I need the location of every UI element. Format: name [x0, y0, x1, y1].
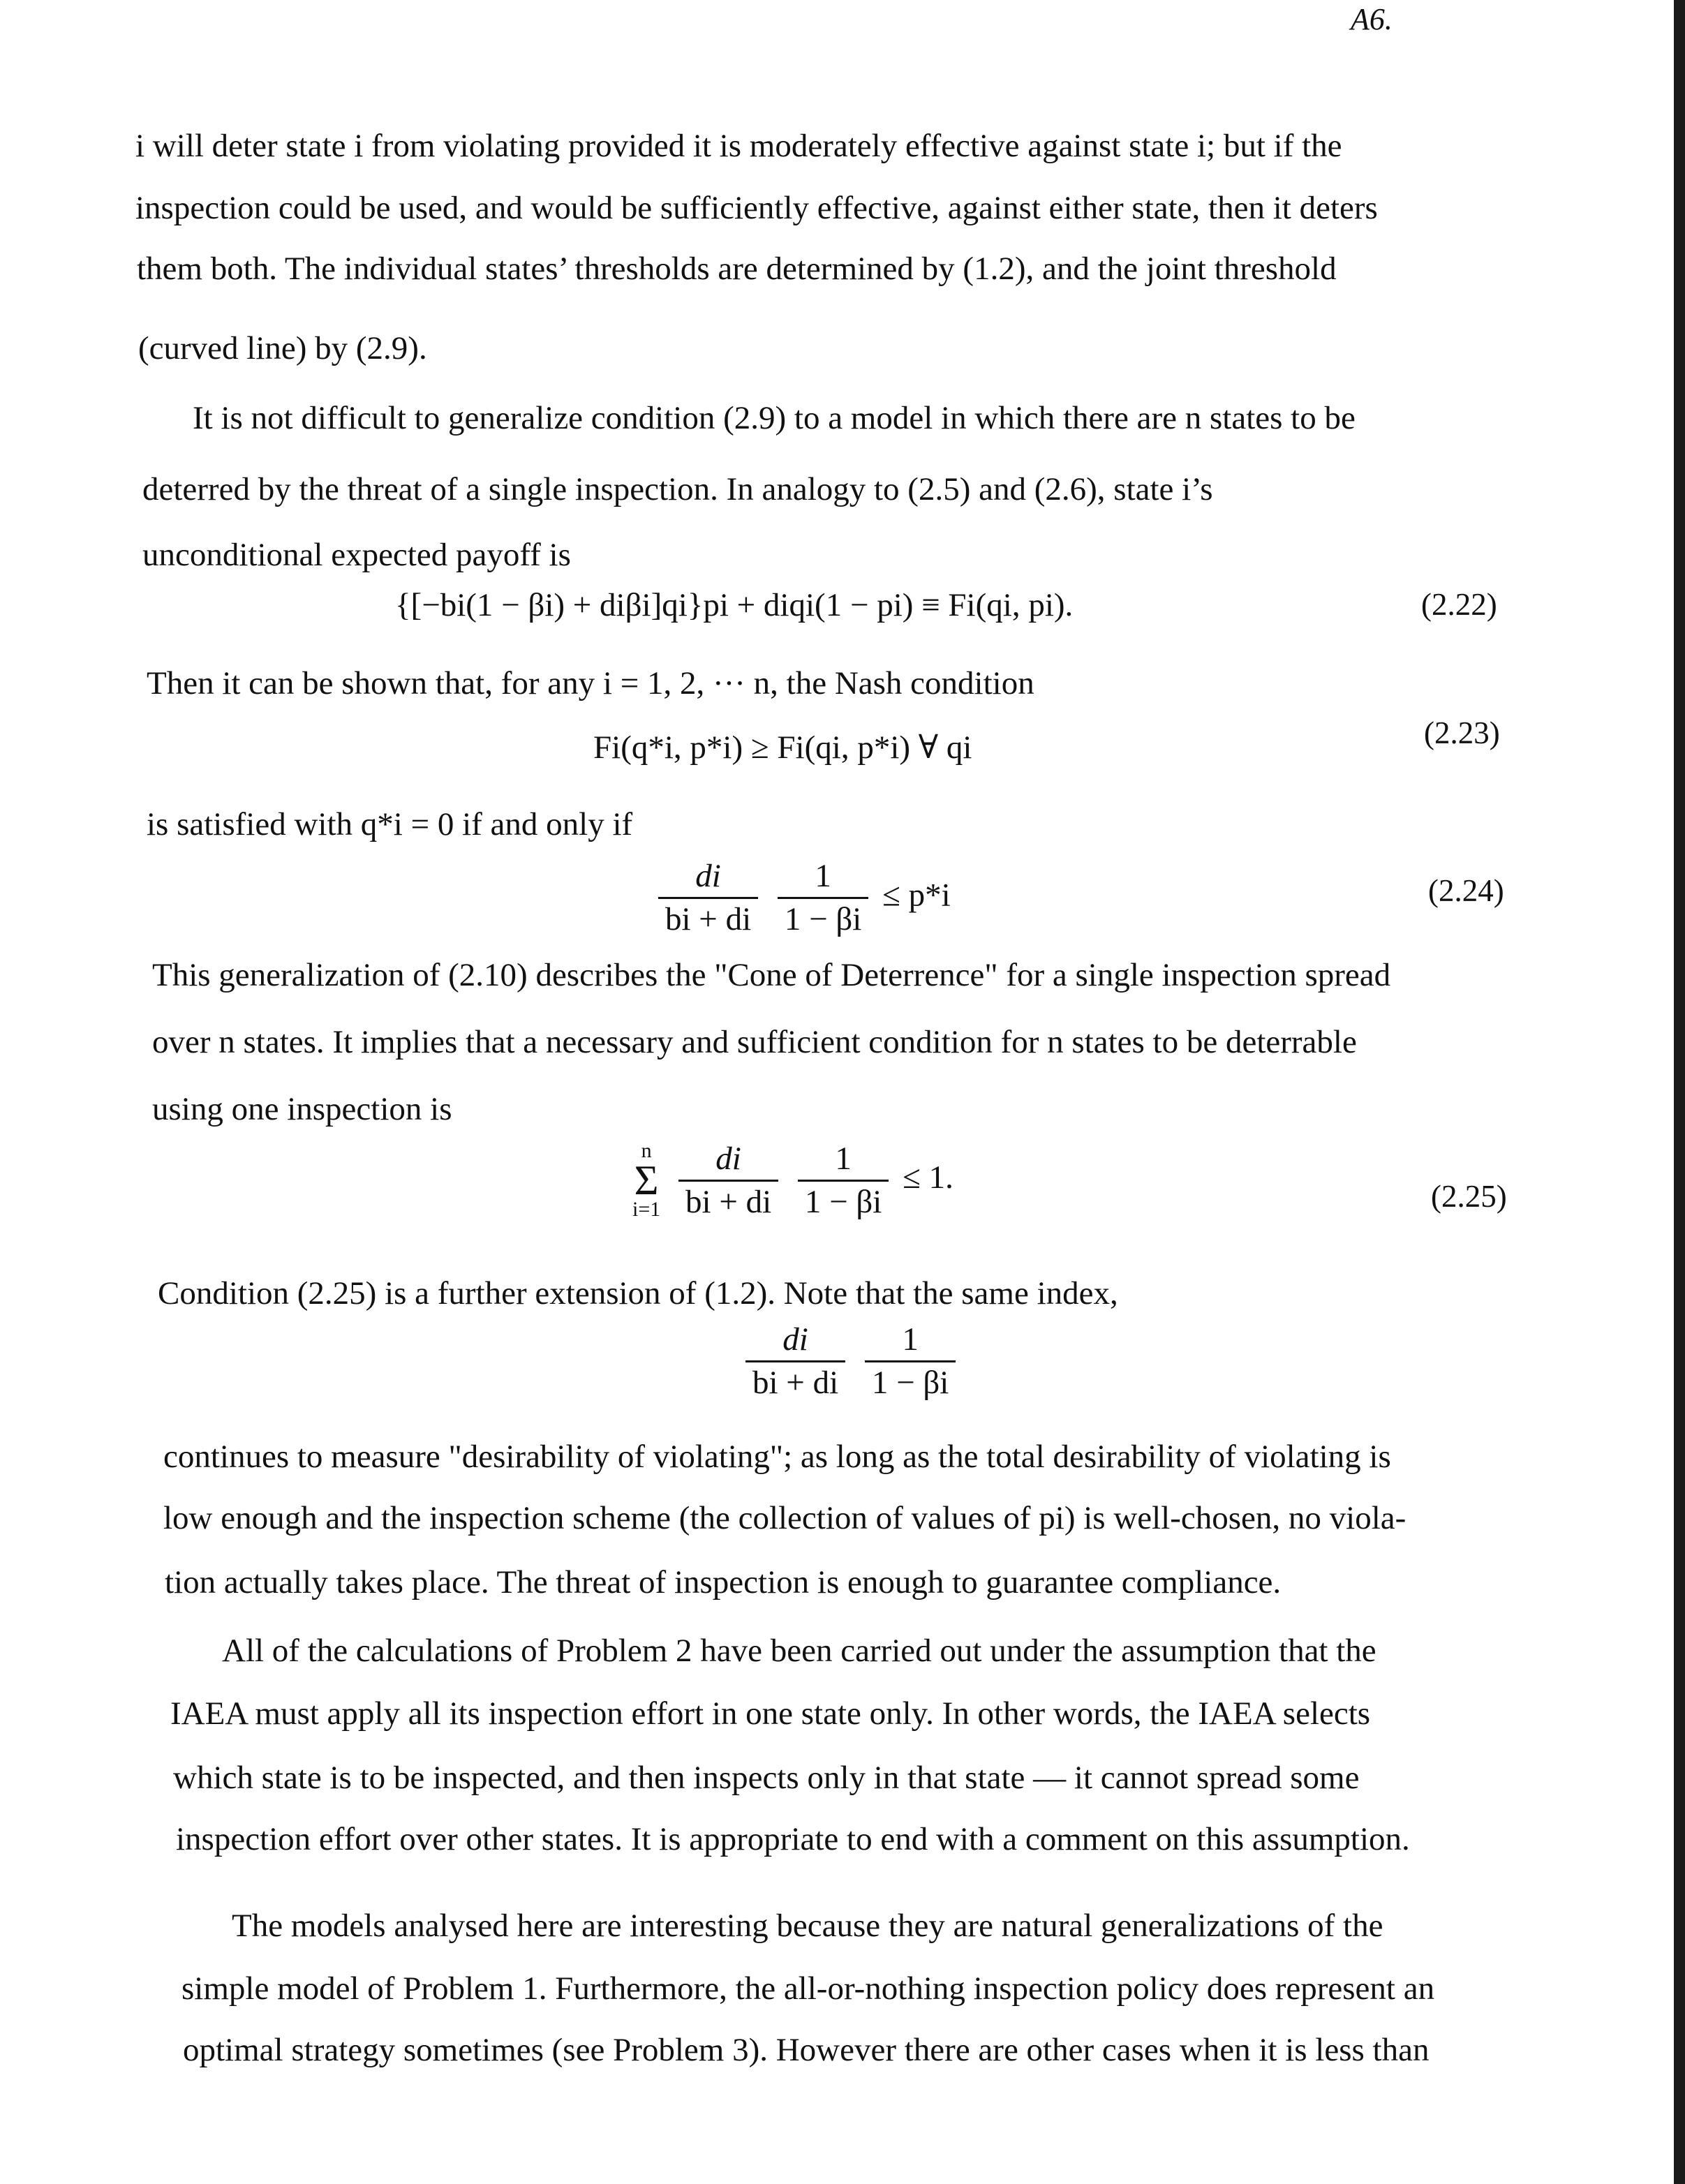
equation-number: (2.25) — [1431, 1179, 1507, 1214]
equation-2-24 — [653, 860, 951, 936]
desirability-index — [740, 1323, 961, 1399]
text-line: using one inspection is — [152, 1091, 452, 1127]
text-line: which state is to be inspected, and then inspects only in that state — it cannot spread some — [173, 1760, 1360, 1796]
equation-2-25 — [632, 1141, 953, 1220]
fraction: $\frac{1}{1 - \beta i}$ — [865, 1323, 956, 1399]
equation-number: (2.23) — [1424, 715, 1500, 750]
text-line: simple model of Problem 1. Furthermore, the all-or-nothing inspection policy does represent an — [181, 1970, 1435, 2007]
text-line: Condition (2.25) is a further extension of (1.2). Note that the same index, — [158, 1275, 1118, 1312]
page-edge — [1674, 0, 1685, 2184]
fraction: $\frac{di}{bi + di}$ — [678, 1143, 778, 1219]
fraction: $\frac{1}{1 - \beta i}$ — [798, 1143, 889, 1219]
text-line: This generalization of (2.10) describes the "Cone of Deterrence" for a single inspection spread — [152, 957, 1391, 993]
text-line: It is not difficult to generalize condition (2.9) to a model in which there are n states to be — [193, 400, 1356, 436]
text-line: optimal strategy sometimes (see Problem 3). However there are other cases when it is less than — [183, 2032, 1430, 2068]
text-line: unconditional expected payoff is — [142, 537, 571, 573]
equation-number: (2.24) — [1428, 873, 1504, 908]
text-line: deterred by the threat of a single inspection. In analogy to (2.5) and (2.6), state i’s — [142, 471, 1213, 507]
page-number: A6. — [1351, 2, 1393, 36]
equation-number: (2.22) — [1421, 587, 1497, 622]
text-line: Then it can be shown that, for any i = 1, 2, ··· n, the Nash condition — [147, 665, 1034, 701]
text-line: low enough and the inspection scheme (the collection of values of pi) is well-chosen, no viola- — [163, 1500, 1406, 1536]
fraction: $\frac{di}{bi + di}$ — [658, 860, 758, 936]
inequality-rhs: ≤ 1. — [903, 1159, 953, 1196]
summation: n Σ i=1 — [632, 1139, 661, 1221]
equation-2-22: {[−bi(1 − βi) + diβi]qi}pi + diqi(1 − pi) ≡ Fi(qi, pi). — [395, 587, 1074, 623]
text-line: tion actually takes place. The threat of inspection is enough to guarantee compliance. — [165, 1564, 1282, 1600]
fraction: $\frac{1}{1 - \beta i}$ — [778, 860, 868, 936]
equation-2-23: Fi(q*i, p*i) ≥ Fi(qi, p*i) ∀ qi — [593, 729, 972, 766]
text-line: IAEA must apply all its inspection effort in one state only. In other words, the IAEA selects — [170, 1695, 1371, 1732]
text-line: inspection could be used, and would be sufficiently effective, against either state, then it deters — [135, 190, 1378, 226]
text-line: is satisfied with q*i = 0 if and only if — [147, 806, 633, 842]
fraction: $\frac{di}{bi + di}$ — [745, 1323, 845, 1399]
text-line: All of the calculations of Problem 2 have been carried out under the assumption that the — [222, 1633, 1376, 1669]
text-line: i will deter state i from violating provided it is moderately effective against state i; but if the — [135, 128, 1342, 164]
text-line: them both. The individual states’ thresholds are determined by (1.2), and the joint threshold — [137, 251, 1337, 287]
text-line: The models analysed here are interesting because they are natural generalizations of the — [232, 1908, 1383, 1944]
text-line: over n states. It implies that a necessary and sufficient condition for n states to be deterrable — [152, 1024, 1357, 1060]
inequality-rhs: ≤ p*i — [882, 877, 951, 914]
text-line: (curved line) by (2.9). — [138, 330, 427, 366]
text-line: inspection effort over other states. It is appropriate to end with a comment on this assumption. — [176, 1821, 1410, 1857]
text-line: continues to measure "desirability of violating"; as long as the total desirability of violating is — [163, 1439, 1391, 1475]
